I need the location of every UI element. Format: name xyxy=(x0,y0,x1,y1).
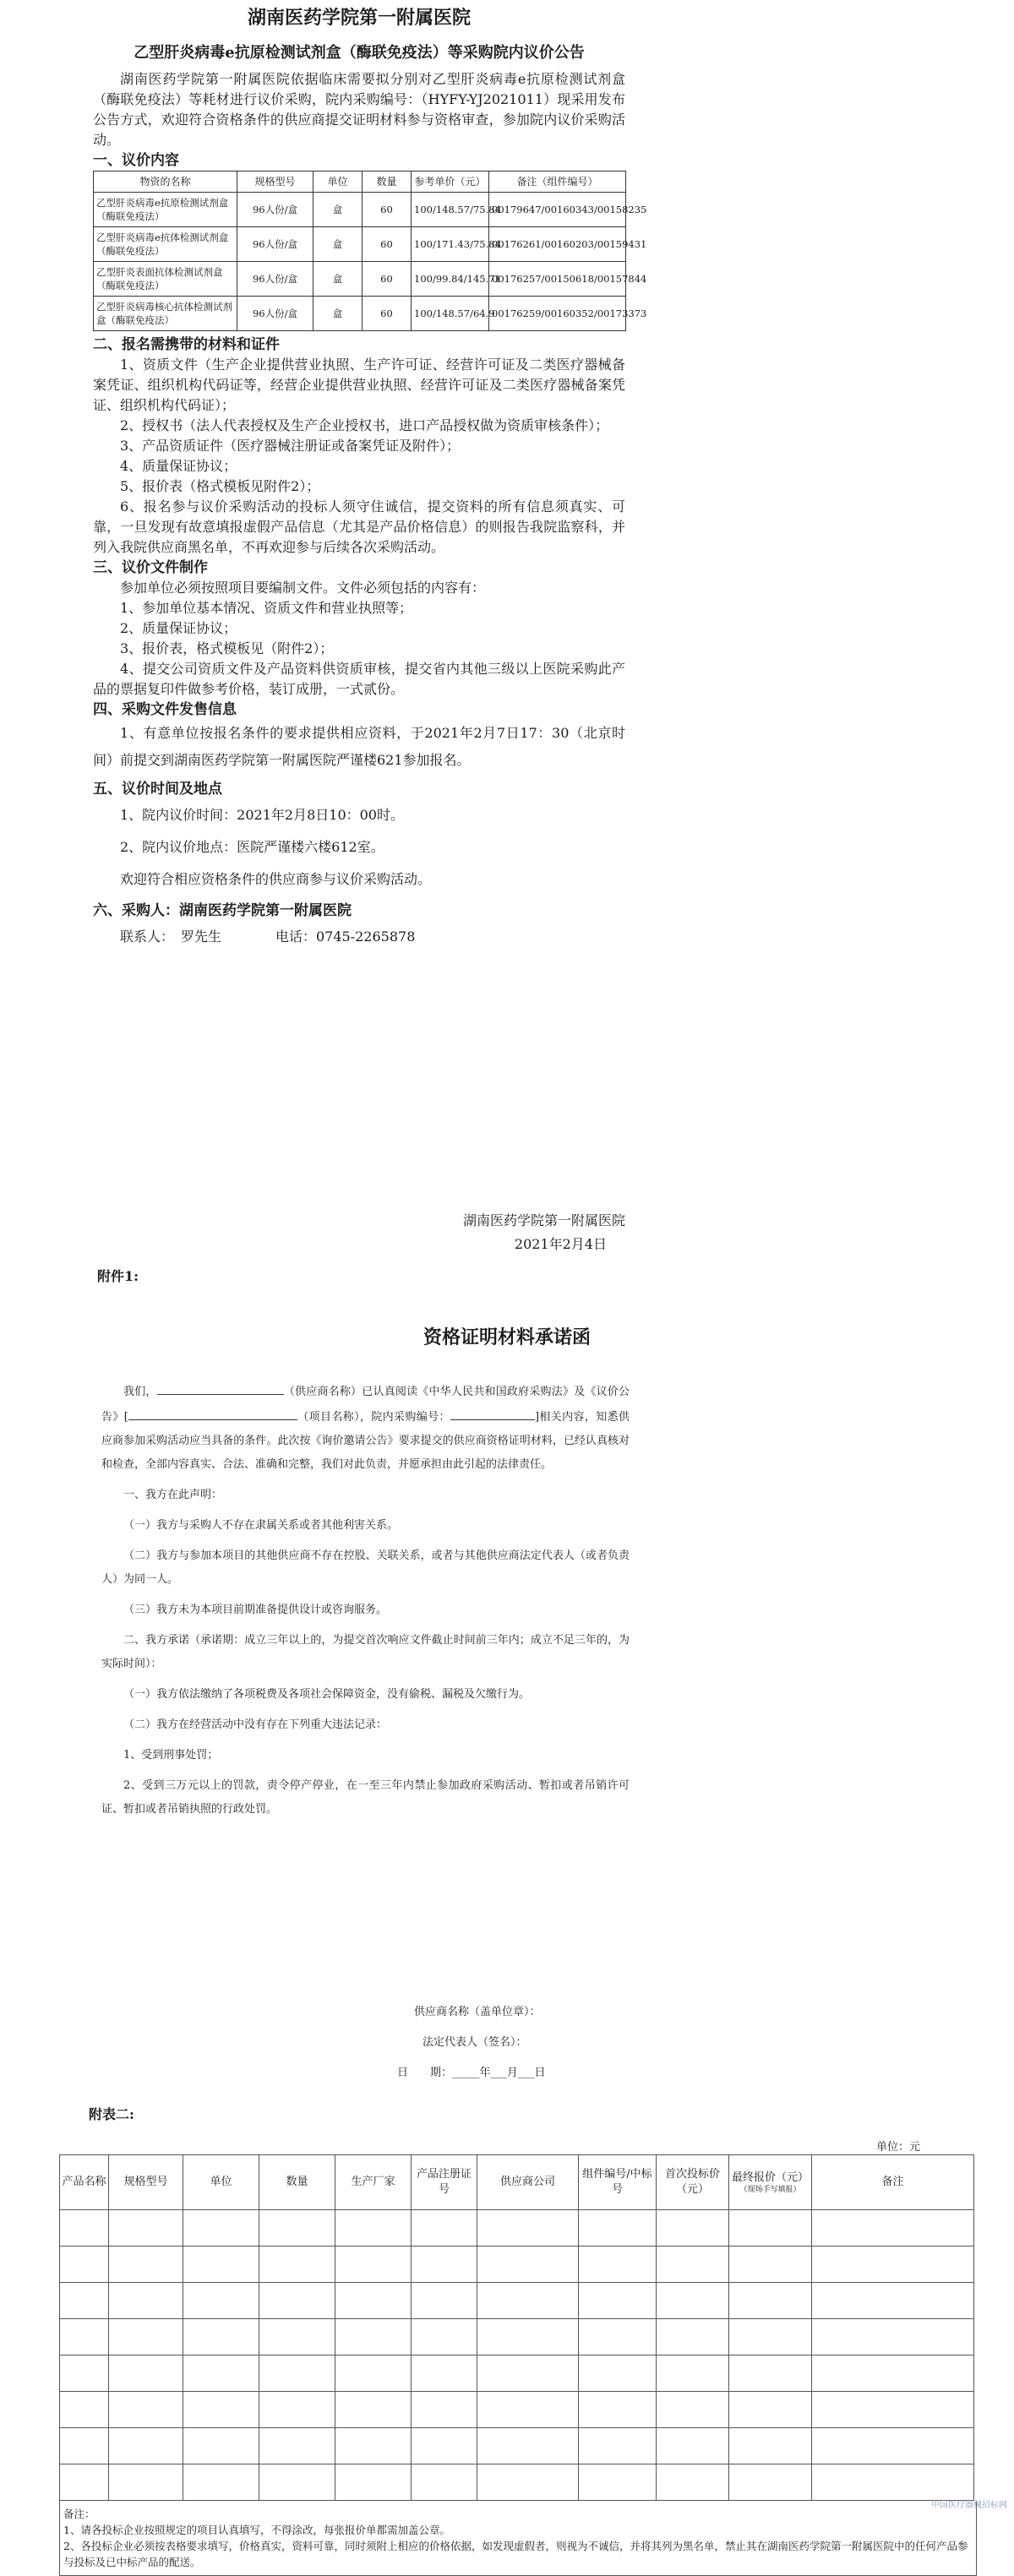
cell-price: 100/148.57/75.84 xyxy=(412,193,489,227)
blank-cell[interactable] xyxy=(60,2319,109,2355)
blank-cell[interactable] xyxy=(579,2319,657,2355)
blank-cell[interactable] xyxy=(477,2392,579,2428)
cell-price: 100/148.57/64.9 xyxy=(412,297,489,331)
col-header: 规格型号 xyxy=(237,172,313,193)
blank-cell[interactable] xyxy=(259,2319,335,2355)
letter-paragraph-1 xyxy=(101,1379,630,1477)
section-heading-6: 六、采购人：湖南医药学院第一附属医院 xyxy=(93,902,352,919)
blank-cell[interactable] xyxy=(412,2355,477,2392)
s3-item: 2、质量保证协议； xyxy=(120,620,237,636)
cell-name: 乙型肝炎病毒e抗体检测试剂盒（酶联免疫法） xyxy=(94,227,237,262)
col-header: 供应商公司 xyxy=(477,2155,579,2210)
unit-label: 单位：元 xyxy=(876,2141,921,2154)
blank-cell[interactable] xyxy=(335,2247,412,2283)
blank-cell[interactable] xyxy=(477,2247,579,2283)
cell-code: 00176257/00150618/00157844 xyxy=(489,262,626,297)
blank-cell[interactable] xyxy=(335,2464,412,2501)
announcement-section xyxy=(0,0,1014,1252)
col-header: 单位 xyxy=(183,2155,259,2210)
notes-box xyxy=(59,2501,977,2576)
quote-table-header xyxy=(60,2155,974,2210)
blank-cell[interactable] xyxy=(729,2283,812,2319)
cell-name: 乙型肝炎病毒e抗原检测试剂盒（酶联免疫法） xyxy=(94,193,237,227)
blank-cell[interactable] xyxy=(109,2210,183,2247)
note-line: 1、请各投标企业按照规定的项目认真填写，不得涂改，每张报价单都需加盖公章。 xyxy=(63,2524,450,2536)
letter-text: （供应商名称）已认真阅读《中华人民共和国政府采购法》及《议价公告》[ xyxy=(101,1386,630,1424)
s4-text: 1、有意单位按报名条件的要求提供相应资料，于2021年2月7日17：30（北京时间）前提交到湖南医药学院第一附属医院严谨楼621参加报名。 xyxy=(93,725,625,768)
blank-cell[interactable] xyxy=(335,2392,412,2428)
quote-table xyxy=(59,2154,974,2501)
blank-cell[interactable] xyxy=(477,2428,579,2464)
letter-line: 1、受到刑事处罚； xyxy=(123,1749,219,1762)
section-heading-5: 五、议价时间及地点 xyxy=(93,781,222,798)
letter-line: 二、我方承诺（承诺期：成立三年以上的，为提交首次响应文件截止时间前三年内；成立不足三年的，为实际时间）： xyxy=(101,1634,630,1670)
blank-cell[interactable] xyxy=(412,2319,477,2355)
blank-cell[interactable] xyxy=(729,2210,812,2247)
s3-intro: 参加单位必须按照项目要编制文件。文件必须包括的内容有： xyxy=(120,580,486,596)
blank-cell[interactable] xyxy=(60,2428,109,2464)
announcement-body xyxy=(93,69,647,953)
s2-item: 4、质量保证协议； xyxy=(120,458,237,474)
col-header: 参考单价（元） xyxy=(412,172,489,193)
cell-spec: 96人份/盒 xyxy=(237,193,313,227)
blank-cell[interactable] xyxy=(109,2247,183,2283)
blank-cell[interactable] xyxy=(109,2392,183,2428)
s2-item: 2、授权书（法人代表授权及生产企业授权书，进口产品授权做为资质审核条件）； xyxy=(120,417,609,433)
blank-cell[interactable] xyxy=(657,2464,729,2501)
blank-cell[interactable] xyxy=(657,2428,729,2464)
blank-cell[interactable] xyxy=(109,2464,183,2501)
blank-cell[interactable] xyxy=(60,2355,109,2392)
table-row xyxy=(60,2247,974,2283)
cell-qty: 60 xyxy=(363,297,412,331)
blank-cell[interactable] xyxy=(412,2210,477,2247)
s2-item: 6、报名参与议价采购活动的投标人须守住诚信，提交资料的所有信息须真实、可靠，一旦发现有故意填报虚假产品信息（尤其是产品价格信息）的则报告我院监察科，并列入我院供应商黑名单，不再欢迎参与后续各次采购活动。 xyxy=(93,498,625,555)
table-row xyxy=(94,227,626,262)
blank-cell[interactable] xyxy=(335,2319,412,2355)
sign-supplier: 供应商名称（盖单位章）： xyxy=(414,2006,541,2018)
blank-cell[interactable] xyxy=(657,2283,729,2319)
col-header: 数量 xyxy=(259,2155,335,2210)
final-price-note: （现场手写填报） xyxy=(739,2185,801,2194)
letter-line: （一）我方与采购人不存在隶属关系或者其他利害关系。 xyxy=(123,1519,399,1532)
col-header: 产品注册证号 xyxy=(412,2155,477,2210)
blank-cell[interactable] xyxy=(183,2247,259,2283)
cell-unit: 盒 xyxy=(313,193,363,227)
letter-text: ]相关内容，知悉供应商参加采购活动应当具备的条件。此次按《询价邀请公告》要求提交的供应商资格证明材料，已经认真核对和检查，全部内容真实、合法、准确和完整，我们对此负责，并愿承担由此引起的法律责任。 xyxy=(101,1411,630,1471)
attachment2-section xyxy=(0,2104,1014,2568)
quote-form xyxy=(59,2154,973,2576)
table-row xyxy=(94,262,626,297)
blank-cell[interactable] xyxy=(657,2392,729,2428)
s5-item: 欢迎符合相应资格条件的供应商参与议价采购活动。 xyxy=(120,871,432,887)
blank-cell[interactable] xyxy=(729,2464,812,2501)
s5-item: 2、院内议价地点：医院严谨楼六楼612室。 xyxy=(120,839,384,855)
col-header: 产品名称 xyxy=(60,2155,109,2210)
quote-table-body xyxy=(60,2210,974,2501)
blank-cell[interactable] xyxy=(335,2210,412,2247)
letter-line: （一）我方依法缴纳了各项税费及各项社会保障资金，没有偷税、漏税及欠缴行为。 xyxy=(123,1688,531,1701)
blank-cell[interactable] xyxy=(812,2464,974,2501)
section-heading-3: 三、议价文件制作 xyxy=(93,559,208,576)
blank-cell[interactable] xyxy=(183,2355,259,2392)
watermark-text: 中国医疗器械招标网 xyxy=(931,2501,1007,2510)
blank-cell[interactable] xyxy=(477,2355,579,2392)
announcement-subtitle: 乙型肝炎病毒e抗原检测试剂盒（酶联免疫法）等采购院内议价公告 xyxy=(134,44,585,62)
letter-line: 2、受到三万元以上的罚款，责令停产停业，在一至三年内禁止参加政府采购活动、暂扣或者吊销许可证、暂扣或者吊销执照的行政处罚。 xyxy=(101,1779,630,1816)
procurement-no-blank xyxy=(450,1404,535,1420)
blank-cell[interactable] xyxy=(729,2247,812,2283)
s5-item: 1、院内议价时间：2021年2月8日10：00时。 xyxy=(120,807,404,823)
col-header: 单位 xyxy=(313,172,363,193)
sign-date-line: 日 期：_____年___月___日 xyxy=(397,2067,546,2079)
blank-cell[interactable] xyxy=(259,2210,335,2247)
blank-cell[interactable] xyxy=(812,2319,974,2355)
blank-cell[interactable] xyxy=(183,2283,259,2319)
col-header: 组件编号/中标号 xyxy=(579,2155,657,2210)
sign-date: 2021年2月4日 xyxy=(514,1236,607,1252)
s2-item: 3、产品资质证件（医疗器械注册证或备案凭证及附件）； xyxy=(120,438,461,454)
cell-price: 100/99.84/145.71 xyxy=(412,262,489,297)
blank-cell[interactable] xyxy=(60,2392,109,2428)
blank-cell[interactable] xyxy=(579,2355,657,2392)
table-row xyxy=(60,2392,974,2428)
letter-line: （三）我方未为本项目前期准备提供设计或咨询服务。 xyxy=(123,1604,388,1616)
section-heading-1: 一、议价内容 xyxy=(93,152,179,169)
blank-cell[interactable] xyxy=(579,2247,657,2283)
cell-code: 00179647/00160343/00158235 xyxy=(489,193,626,227)
blank-cell[interactable] xyxy=(335,2355,412,2392)
s2-item: 1、资质文件（生产企业提供营业执照、生产许可证、经营许可证及二类医疗器械备案凭证、组织机构代码证等，经营企业提供营业执照、经营许可证及二类医疗器械备案凭证、组织机构代码证）； xyxy=(93,357,625,413)
cell-spec: 96人份/盒 xyxy=(237,262,313,297)
items-table xyxy=(93,171,647,331)
blank-cell[interactable] xyxy=(109,2428,183,2464)
blank-cell[interactable] xyxy=(729,2392,812,2428)
letter-line: （二）我方在经营活动中没有存在下列重大违法记录： xyxy=(123,1718,388,1731)
intro-paragraph: 湖南医药学院第一附属医院依据临床需要拟分别对乙型肝炎病毒e抗原检测试剂盒（酶联免疫法）等耗材进行议价采购，院内采购编号：（HYFY-YJ2021011）现采用发布公告方式，欢迎符合资格条件的供应商提交证明材料参与资格审查，参加院内议价采购活动。 xyxy=(93,71,625,148)
cell-unit: 盒 xyxy=(313,262,363,297)
blank-cell[interactable] xyxy=(579,2210,657,2247)
section-heading-4: 四、采购文件发售信息 xyxy=(93,701,237,718)
blank-cell[interactable] xyxy=(183,2319,259,2355)
section-heading-2: 二、报名需携带的材料和证件 xyxy=(93,336,280,353)
blank-cell[interactable] xyxy=(259,2247,335,2283)
s2-item: 5、报价表（格式模板见附件2）； xyxy=(120,478,320,494)
cell-spec: 96人份/盒 xyxy=(237,297,313,331)
blank-cell[interactable] xyxy=(477,2464,579,2501)
supplier-name-blank xyxy=(157,1379,284,1395)
s3-item: 3、报价表，格式模板见（附件2）； xyxy=(120,640,334,656)
hospital-title: 湖南医药学院第一附属医院 xyxy=(247,7,471,29)
blank-cell[interactable] xyxy=(259,2355,335,2392)
col-header: 数量 xyxy=(363,172,412,193)
s3-item: 4、提交公司资质文件及产品资料供资质审核，提交省内其他三级以上医院采购此产品的票据复印件做参考价格，装订成册，一式贰份。 xyxy=(93,661,625,697)
attachment1-label: 附件1: xyxy=(97,1268,139,1284)
attachment2-label: 附表二: xyxy=(89,2106,134,2122)
items-table-header xyxy=(94,172,626,193)
blank-cell[interactable] xyxy=(812,2392,974,2428)
blank-cell[interactable] xyxy=(579,2283,657,2319)
table-row xyxy=(60,2355,974,2392)
blank-cell[interactable] xyxy=(812,2210,974,2247)
blank-cell[interactable] xyxy=(183,2428,259,2464)
col-header: 备注（组件编号） xyxy=(489,172,626,193)
blank-cell[interactable] xyxy=(60,2464,109,2501)
cell-price: 100/171.43/75.84 xyxy=(412,227,489,262)
blank-cell[interactable] xyxy=(729,2319,812,2355)
blank-cell[interactable] xyxy=(477,2283,579,2319)
cell-name: 乙型肝炎表面抗体检测试剂盒（酶联免疫法） xyxy=(94,262,237,297)
cell-spec: 96人份/盒 xyxy=(237,227,313,262)
blank-cell[interactable] xyxy=(729,2355,812,2392)
blank-cell[interactable] xyxy=(60,2210,109,2247)
blank-cell[interactable] xyxy=(109,2355,183,2392)
table-row xyxy=(60,2319,974,2355)
blank-cell[interactable] xyxy=(657,2355,729,2392)
table-row xyxy=(94,193,626,227)
table-row xyxy=(60,2428,974,2464)
blank-cell[interactable] xyxy=(109,2319,183,2355)
blank-cell[interactable] xyxy=(183,2392,259,2428)
blank-cell[interactable] xyxy=(412,2392,477,2428)
col-header-text: 最终报价（元） xyxy=(731,2170,809,2184)
letter-line: （二）我方与参加本项目的其他供应商不存在控股、关联关系，或者与其他供应商法定代表人（或者负责人）为同一人。 xyxy=(101,1549,630,1586)
sign-org: 湖南医药学院第一附属医院 xyxy=(462,1212,625,1228)
blank-cell[interactable] xyxy=(657,2247,729,2283)
commitment-letter xyxy=(101,1379,630,1822)
contact-line: 联系人： 罗先生 电话：0745-2265878 xyxy=(120,929,416,945)
table-row xyxy=(60,2283,974,2319)
blank-cell[interactable] xyxy=(60,2283,109,2319)
blank-cell[interactable] xyxy=(477,2319,579,2355)
cell-qty: 60 xyxy=(363,262,412,297)
table-row xyxy=(94,297,626,331)
cell-code: 00176261/00160203/00159431 xyxy=(489,227,626,262)
blank-cell[interactable] xyxy=(259,2428,335,2464)
blank-cell[interactable] xyxy=(729,2428,812,2464)
blank-cell[interactable] xyxy=(259,2464,335,2501)
table-row xyxy=(60,2210,974,2247)
blank-cell[interactable] xyxy=(812,2355,974,2392)
cell-name: 乙型肝炎病毒核心抗体检测试剂盒（酶联免疫法） xyxy=(94,297,237,331)
sign-legal-rep: 法定代表人（签名）： xyxy=(422,2036,527,2049)
blank-cell[interactable] xyxy=(812,2283,974,2319)
cell-unit: 盒 xyxy=(313,297,363,331)
blank-cell[interactable] xyxy=(412,2464,477,2501)
col-header: 备注 xyxy=(812,2155,974,2210)
cell-qty: 60 xyxy=(363,227,412,262)
project-name-blank xyxy=(128,1404,297,1420)
blank-cell[interactable] xyxy=(60,2247,109,2283)
blank-cell[interactable] xyxy=(812,2247,974,2283)
blank-cell[interactable] xyxy=(657,2210,729,2247)
letter-line: 一、我方在此声明： xyxy=(123,1489,223,1501)
col-header: 首次投标价（元） xyxy=(657,2155,729,2210)
blank-cell[interactable] xyxy=(579,2428,657,2464)
cell-unit: 盒 xyxy=(313,227,363,262)
blank-cell[interactable] xyxy=(657,2319,729,2355)
letter-text: 我们， xyxy=(123,1386,157,1398)
blank-cell[interactable] xyxy=(477,2210,579,2247)
blank-cell[interactable] xyxy=(109,2283,183,2319)
blank-cell[interactable] xyxy=(812,2428,974,2464)
blank-cell[interactable] xyxy=(335,2283,412,2319)
s3-item: 1、参加单位基本情况、资质文件和营业执照等； xyxy=(120,600,413,616)
blank-cell[interactable] xyxy=(412,2283,477,2319)
cell-code: 00176259/00160352/00173373 xyxy=(489,297,626,331)
blank-cell[interactable] xyxy=(183,2464,259,2501)
blank-cell[interactable] xyxy=(259,2283,335,2319)
notes-label: 备注： xyxy=(63,2508,95,2520)
attachment1-section xyxy=(0,1242,1014,2104)
letter-text: （项目名称），院内采购编号： xyxy=(297,1411,450,1424)
col-header-final-price xyxy=(729,2155,812,2210)
blank-cell[interactable] xyxy=(335,2428,412,2464)
attachment1-title: 资格证明材料承诺函 xyxy=(422,1326,591,1348)
note-line: 2、各投标企业必须按表格要求填写，价格真实，资料可靠，同时须附上相应的价格依据，如发现虚假者，则视为不诚信，并将其列为黑名单，禁止其在湖南医药学院第一附属医院中的任何产品参与投标及已中标产品的配送。 xyxy=(63,2540,968,2568)
blank-cell[interactable] xyxy=(412,2247,477,2283)
col-header: 规格型号 xyxy=(109,2155,183,2210)
blank-cell[interactable] xyxy=(259,2392,335,2428)
table-row xyxy=(60,2464,974,2501)
col-header: 生产厂家 xyxy=(335,2155,412,2210)
blank-cell[interactable] xyxy=(412,2428,477,2464)
blank-cell[interactable] xyxy=(579,2392,657,2428)
cell-qty: 60 xyxy=(363,193,412,227)
blank-cell[interactable] xyxy=(183,2210,259,2247)
blank-cell[interactable] xyxy=(579,2464,657,2501)
col-header: 物资的名称 xyxy=(94,172,237,193)
